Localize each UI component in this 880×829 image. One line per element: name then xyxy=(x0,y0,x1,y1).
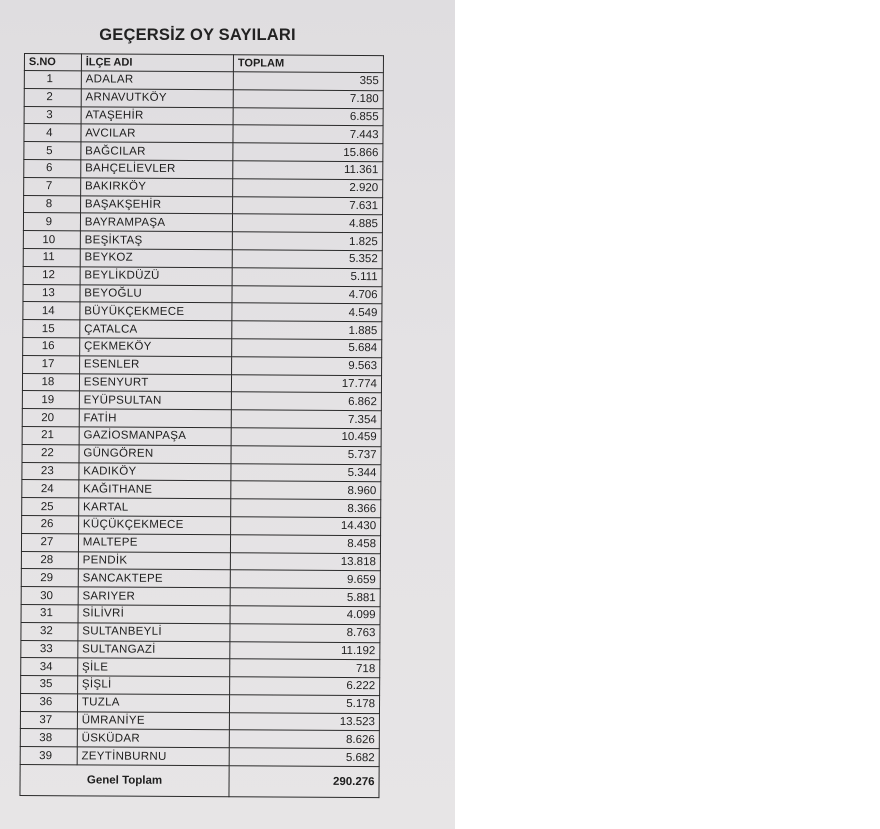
district-name: TUZLA xyxy=(77,694,229,713)
district-name: BAŞAKŞEHİR xyxy=(80,195,232,214)
row-number: 13 xyxy=(23,284,80,302)
table-row xyxy=(22,515,381,535)
row-total: 6.862 xyxy=(231,392,381,411)
row-total: 4.099 xyxy=(230,606,380,625)
table-row xyxy=(23,355,382,375)
district-name: MALTEPE xyxy=(78,534,230,553)
table-row xyxy=(21,640,380,660)
district-name: ARNAVUTKÖY xyxy=(81,89,233,108)
row-number: 33 xyxy=(21,640,78,658)
row-total: 5.682 xyxy=(229,748,379,767)
table-row xyxy=(21,551,380,571)
invalid-votes-table xyxy=(19,53,384,798)
district-name: FATİH xyxy=(79,409,231,428)
row-total: 7.354 xyxy=(231,410,381,429)
district-name: ZEYTİNBURNU xyxy=(77,747,229,766)
table-row xyxy=(21,533,380,553)
district-name: BEYKOZ xyxy=(80,249,232,268)
row-number: 18 xyxy=(22,373,79,391)
row-total: 6.222 xyxy=(230,677,380,696)
row-number: 25 xyxy=(22,498,79,516)
row-total: 8.366 xyxy=(231,499,381,518)
table-row xyxy=(21,604,380,624)
table-row xyxy=(23,320,382,340)
district-name: BEYLİKDÜZÜ xyxy=(80,267,232,286)
row-number: 2 xyxy=(24,88,81,106)
district-name: BAĞCILAR xyxy=(81,142,233,161)
row-number: 24 xyxy=(22,480,79,498)
district-name: ÇATALCA xyxy=(80,320,232,339)
table-row xyxy=(23,302,382,322)
row-total: 2.920 xyxy=(233,179,383,198)
district-name: BÜYÜKÇEKMECE xyxy=(80,302,232,321)
table-row xyxy=(21,569,380,589)
district-name: AVCILAR xyxy=(81,124,233,143)
row-number: 26 xyxy=(22,515,79,533)
district-name: ESENLER xyxy=(79,356,231,375)
district-name: GÜNGÖREN xyxy=(79,445,231,464)
table-row xyxy=(24,124,383,144)
table-row xyxy=(22,498,381,518)
row-number: 8 xyxy=(24,195,81,213)
row-total: 718 xyxy=(230,659,380,678)
row-number: 35 xyxy=(21,676,78,694)
district-name: ŞİLE xyxy=(77,658,229,677)
table-row xyxy=(24,71,383,91)
row-number: 6 xyxy=(24,159,81,177)
row-number: 16 xyxy=(23,337,80,355)
table-row xyxy=(24,159,383,179)
row-number: 11 xyxy=(23,248,80,266)
district-name: GAZİOSMANPAŞA xyxy=(79,427,231,446)
row-total: 1.825 xyxy=(232,232,382,251)
district-name: BEŞİKTAŞ xyxy=(80,231,232,250)
district-name: BEYOĞLU xyxy=(80,284,232,303)
district-name: ÜMRANİYE xyxy=(77,712,229,731)
table-row xyxy=(23,213,382,233)
row-number: 7 xyxy=(24,177,81,195)
grand-total-value: 290.276 xyxy=(229,766,379,798)
row-total: 5.178 xyxy=(229,695,379,714)
row-total: 11.192 xyxy=(230,641,380,660)
row-number: 3 xyxy=(24,106,81,124)
row-number: 1 xyxy=(24,71,81,89)
table-row xyxy=(22,373,381,393)
row-number: 14 xyxy=(23,302,80,320)
row-number: 5 xyxy=(24,142,81,160)
row-total: 5.881 xyxy=(230,588,380,607)
district-name: ATAŞEHİR xyxy=(81,106,233,125)
header-total: TOPLAM xyxy=(233,55,383,73)
row-number: 17 xyxy=(23,355,80,373)
row-number: 36 xyxy=(20,693,77,711)
district-name: BAHÇELİEVLER xyxy=(81,160,233,179)
row-total: 4.706 xyxy=(232,285,382,304)
row-number: 9 xyxy=(23,213,80,231)
row-total: 5.737 xyxy=(231,446,381,465)
row-total: 355 xyxy=(233,72,383,91)
row-number: 30 xyxy=(21,587,78,605)
district-name: SULTANGAZİ xyxy=(78,640,230,659)
row-number: 28 xyxy=(21,551,78,569)
row-total: 8.960 xyxy=(231,481,381,500)
row-total: 4.549 xyxy=(232,303,382,322)
row-number: 22 xyxy=(22,444,79,462)
footer-row xyxy=(20,765,379,798)
row-number: 20 xyxy=(22,409,79,427)
table-row xyxy=(20,747,379,767)
table-row xyxy=(23,337,382,357)
row-total: 15.866 xyxy=(233,143,383,162)
table-row xyxy=(20,693,379,713)
row-total: 8.626 xyxy=(229,730,379,749)
row-total: 9.563 xyxy=(232,357,382,376)
header-row xyxy=(24,54,383,73)
table-row xyxy=(22,391,381,411)
header-no: S.NO xyxy=(24,54,81,71)
row-total: 11.361 xyxy=(233,161,383,180)
row-number: 15 xyxy=(23,320,80,338)
district-name: BAKIRKÖY xyxy=(80,178,232,197)
table-row xyxy=(21,622,380,642)
grand-total-label: Genel Toplam xyxy=(20,765,229,797)
row-number: 19 xyxy=(22,391,79,409)
district-name: KARTAL xyxy=(78,498,230,517)
row-total: 8.763 xyxy=(230,623,380,642)
table-row xyxy=(23,284,382,304)
district-name: KÜÇÜKÇEKMECE xyxy=(78,516,230,535)
row-number: 12 xyxy=(23,266,80,284)
district-name: SARIYER xyxy=(78,587,230,606)
row-number: 21 xyxy=(22,426,79,444)
row-number: 10 xyxy=(23,231,80,249)
district-name: ÜSKÜDAR xyxy=(77,729,229,748)
row-total: 5.684 xyxy=(232,339,382,358)
district-name: ŞİŞLİ xyxy=(77,676,229,695)
row-number: 34 xyxy=(21,658,78,676)
row-total: 5.111 xyxy=(232,268,382,287)
row-number: 23 xyxy=(22,462,79,480)
row-number: 31 xyxy=(21,604,78,622)
row-total: 17.774 xyxy=(231,374,381,393)
row-total: 7.443 xyxy=(233,125,383,144)
district-name: BAYRAMPAŞA xyxy=(80,213,232,232)
table-row xyxy=(24,195,383,215)
document-title: GEÇERSİZ OY SAYILARI xyxy=(99,26,296,44)
row-total: 4.885 xyxy=(232,214,382,233)
row-total: 14.430 xyxy=(231,517,381,536)
table-row xyxy=(22,480,381,500)
district-name: ÇEKMEKÖY xyxy=(79,338,231,357)
row-total: 13.523 xyxy=(229,712,379,731)
table-row xyxy=(20,729,379,749)
row-total: 5.352 xyxy=(232,250,382,269)
table-row xyxy=(23,231,382,251)
district-name: SANCAKTEPE xyxy=(78,569,230,588)
district-name: SULTANBEYLİ xyxy=(78,623,230,642)
row-number: 32 xyxy=(21,622,78,640)
table-row xyxy=(24,142,383,162)
row-total: 8.458 xyxy=(230,534,380,553)
district-name: ADALAR xyxy=(81,71,233,90)
table-row xyxy=(23,266,382,286)
table-row xyxy=(21,658,380,678)
district-name: KADIKÖY xyxy=(79,462,231,481)
district-name: PENDİK xyxy=(78,551,230,570)
table-row xyxy=(24,177,383,197)
table-row xyxy=(21,587,380,607)
table-row xyxy=(20,711,379,731)
row-number: 27 xyxy=(21,533,78,551)
row-total: 6.855 xyxy=(233,107,383,126)
row-total: 1.885 xyxy=(232,321,382,340)
row-total: 13.818 xyxy=(230,552,380,571)
row-total: 7.631 xyxy=(232,196,382,215)
row-total: 9.659 xyxy=(230,570,380,589)
table-row xyxy=(23,248,382,268)
table-row xyxy=(22,426,381,446)
row-number: 37 xyxy=(20,711,77,729)
row-total: 5.344 xyxy=(231,463,381,482)
table-row xyxy=(24,88,383,108)
table-row xyxy=(21,676,380,696)
header-district: İLÇE ADI xyxy=(81,54,233,72)
row-number: 39 xyxy=(20,747,77,765)
table-row xyxy=(24,106,383,126)
table-row xyxy=(22,444,381,464)
district-name: SİLİVRİ xyxy=(78,605,230,624)
district-name: ESENYURT xyxy=(79,373,231,392)
row-total: 7.180 xyxy=(233,90,383,109)
district-name: EYÜPSULTAN xyxy=(79,391,231,410)
row-number: 4 xyxy=(24,124,81,142)
table-row xyxy=(22,409,381,429)
district-name: KAĞITHANE xyxy=(79,480,231,499)
table-row xyxy=(22,462,381,482)
row-total: 10.459 xyxy=(231,428,381,447)
row-number: 38 xyxy=(20,729,77,747)
row-number: 29 xyxy=(21,569,78,587)
